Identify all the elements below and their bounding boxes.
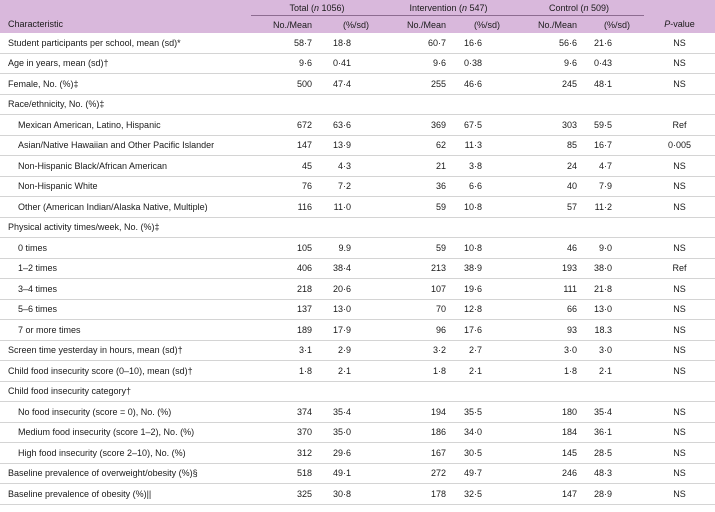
intervention-pct-sd-cell: 46·6 (450, 74, 514, 95)
control-pct-sd-cell: 48·3 (581, 463, 644, 484)
intervention-pct-sd-cell: 49·7 (450, 463, 514, 484)
row-label: 7 or more times (0, 320, 251, 341)
p-value-cell: NS (644, 238, 715, 259)
total-pct-sd-cell (316, 94, 383, 115)
row-label: 1–2 times (0, 258, 251, 279)
control-no-mean-cell: 246 (514, 463, 581, 484)
total-no-mean-cell: 325 (251, 484, 316, 505)
intervention-pct-sd-cell: 67·5 (450, 115, 514, 136)
total-no-mean-cell: 672 (251, 115, 316, 136)
total-pct-sd-cell: 17·9 (316, 320, 383, 341)
total-pct-sd-cell: 30·8 (316, 484, 383, 505)
control-pct-sd-cell: 18.3 (581, 320, 644, 341)
control-pct-sd-cell: 16·7 (581, 135, 644, 156)
intervention-no-mean-header: No./Mean (406, 19, 446, 30)
control-pct-sd-cell: 21·8 (581, 279, 644, 300)
total-pct-sd-header: (%/sd) (342, 19, 369, 30)
table-subrow (0, 422, 715, 443)
intervention-no-mean-cell: 96 (383, 320, 450, 341)
control-pct-sd-cell: 36·1 (581, 422, 644, 443)
intervention-no-mean-cell: 272 (383, 463, 450, 484)
p-value-cell: NS (644, 361, 715, 382)
total-no-mean-cell: 1·8 (251, 361, 316, 382)
total-no-mean-cell (251, 381, 316, 402)
intervention-pct-sd-cell: 12·8 (450, 299, 514, 320)
intervention-no-mean-cell: 3·2 (383, 340, 450, 361)
total-pct-sd-cell: 63·6 (316, 115, 383, 136)
row-label: Other (American Indian/Alaska Native, Multiple) (0, 197, 251, 218)
control-no-mean-cell: 66 (514, 299, 581, 320)
control-no-mean-cell: 24 (514, 156, 581, 177)
p-value-cell: NS (644, 176, 715, 197)
intervention-no-mean-cell: 21 (383, 156, 450, 177)
control-no-mean-cell: 193 (514, 258, 581, 279)
p-value-cell: NS (644, 197, 715, 218)
total-pct-sd-cell: 35·4 (316, 402, 383, 423)
intervention-pct-sd-cell (450, 217, 514, 238)
total-pct-sd-cell (316, 217, 383, 238)
total-no-mean-cell: 374 (251, 402, 316, 423)
control-pct-sd-cell: 0·43 (581, 53, 644, 74)
intervention-no-mean-cell: 167 (383, 443, 450, 464)
intervention-pct-sd-cell: 35·5 (450, 402, 514, 423)
intervention-pct-sd-cell: 17·6 (450, 320, 514, 341)
total-no-mean-cell: 518 (251, 463, 316, 484)
control-pct-sd-cell: 9·0 (581, 238, 644, 259)
p-value-cell (644, 94, 715, 115)
p-value-cell (644, 381, 715, 402)
p-value-cell: NS (644, 53, 715, 74)
column-header-row (0, 16, 715, 34)
total-no-mean-cell: 406 (251, 258, 316, 279)
table-subrow (0, 279, 715, 300)
control-pct-sd-cell: 48·1 (581, 74, 644, 95)
total-no-mean-cell: 76 (251, 176, 316, 197)
total-pct-sd-cell: 2·1 (316, 361, 383, 382)
intervention-pct-sd-cell: 0·38 (450, 53, 514, 74)
control-no-mean-cell: 40 (514, 176, 581, 197)
intervention-pct-sd-cell: 38·9 (450, 258, 514, 279)
total-no-mean-header: No./Mean (272, 19, 312, 30)
control-pct-sd-cell: 11·2 (581, 197, 644, 218)
total-no-mean-cell: 218 (251, 279, 316, 300)
control-pct-sd-cell: 13·0 (581, 299, 644, 320)
row-label: No food insecurity (score = 0), No. (%) (0, 402, 251, 423)
intervention-pct-sd-cell: 3·8 (450, 156, 514, 177)
intervention-pct-sd-cell: 6·6 (450, 176, 514, 197)
control-pct-sd-cell: 28·5 (581, 443, 644, 464)
control-no-mean-cell: 1·8 (514, 361, 581, 382)
characteristic-header: Characteristic (8, 19, 64, 30)
p-value-cell: 0·005 (644, 135, 715, 156)
table-subrow (0, 258, 715, 279)
table-subrow (0, 299, 715, 320)
intervention-no-mean-cell (383, 217, 450, 238)
control-pct-sd-cell: 4·7 (581, 156, 644, 177)
control-no-mean-cell: 111 (514, 279, 581, 300)
control-pct-sd-cell: 21·6 (581, 33, 644, 53)
total-no-mean-cell: 9·6 (251, 53, 316, 74)
total-pct-sd-cell: 47·4 (316, 74, 383, 95)
control-no-mean-cell: 147 (514, 484, 581, 505)
intervention-pct-sd-header: (%/sd) (473, 19, 500, 30)
total-pct-sd-cell: 9.9 (316, 238, 383, 259)
row-label: Child food insecurity category† (0, 381, 251, 402)
p-value-cell: NS (644, 484, 715, 505)
control-group-header: Control (n 509) (514, 0, 644, 16)
control-no-mean-cell: 145 (514, 443, 581, 464)
control-no-mean-cell: 85 (514, 135, 581, 156)
table-row (0, 33, 715, 53)
table-row (0, 217, 715, 238)
p-value-cell: Ref (644, 258, 715, 279)
table-body (0, 33, 715, 504)
control-pct-sd-cell (581, 94, 644, 115)
table-subrow (0, 176, 715, 197)
group-header-row (0, 0, 715, 16)
total-pct-sd-cell (316, 381, 383, 402)
total-pct-sd-cell: 13·0 (316, 299, 383, 320)
row-label: Physical activity times/week, No. (%)‡ (0, 217, 251, 238)
intervention-pct-sd-cell: 11·3 (450, 135, 514, 156)
row-label: 0 times (0, 238, 251, 259)
intervention-pct-sd-cell: 10·8 (450, 238, 514, 259)
p-value-cell: NS (644, 279, 715, 300)
total-no-mean-cell: 45 (251, 156, 316, 177)
intervention-no-mean-cell: 1·8 (383, 361, 450, 382)
intervention-no-mean-cell: 59 (383, 238, 450, 259)
header-spacer (0, 0, 251, 16)
control-no-mean-cell (514, 94, 581, 115)
control-pct-sd-cell: 3·0 (581, 340, 644, 361)
table-row (0, 381, 715, 402)
total-no-mean-cell: 370 (251, 422, 316, 443)
p-value-cell: NS (644, 74, 715, 95)
intervention-no-mean-cell: 70 (383, 299, 450, 320)
intervention-no-mean-cell: 213 (383, 258, 450, 279)
row-label: Non-Hispanic Black/African American (0, 156, 251, 177)
total-pct-sd-cell: 38·4 (316, 258, 383, 279)
row-label: Non-Hispanic White (0, 176, 251, 197)
intervention-pct-sd-cell: 10·8 (450, 197, 514, 218)
intervention-pct-sd-cell: 34·0 (450, 422, 514, 443)
total-group-header: Total (n 1056) (251, 0, 383, 16)
total-no-mean-cell: 312 (251, 443, 316, 464)
row-label: Medium food insecurity (score 1–2), No. (%) (0, 422, 251, 443)
intervention-no-mean-cell: 194 (383, 402, 450, 423)
row-label: Female, No. (%)‡ (0, 74, 251, 95)
total-pct-sd-cell: 7·2 (316, 176, 383, 197)
row-label: Age in years, mean (sd)† (0, 53, 251, 74)
control-no-mean-header: No./Mean (537, 19, 577, 30)
table-header (0, 0, 715, 33)
table-row (0, 340, 715, 361)
header-spacer (644, 0, 715, 16)
control-pct-sd-cell: 7·9 (581, 176, 644, 197)
row-label: 3–4 times (0, 279, 251, 300)
intervention-no-mean-cell: 178 (383, 484, 450, 505)
row-label: Student participants per school, mean (sd)* (0, 33, 251, 53)
intervention-no-mean-cell: 62 (383, 135, 450, 156)
control-no-mean-cell: 3·0 (514, 340, 581, 361)
control-no-mean-cell: 46 (514, 238, 581, 259)
row-label: Baseline prevalence of obesity (%)|| (0, 484, 251, 505)
total-no-mean-cell: 500 (251, 74, 316, 95)
total-pct-sd-cell: 11·0 (316, 197, 383, 218)
intervention-no-mean-cell: 255 (383, 74, 450, 95)
control-pct-sd-cell: 28·9 (581, 484, 644, 505)
total-no-mean-cell (251, 217, 316, 238)
intervention-no-mean-cell: 60·7 (383, 33, 450, 53)
row-label: Screen time yesterday in hours, mean (sd)† (0, 340, 251, 361)
table-row (0, 53, 715, 74)
table-row (0, 94, 715, 115)
control-no-mean-cell (514, 381, 581, 402)
table-subrow (0, 238, 715, 259)
intervention-pct-sd-cell: 16·6 (450, 33, 514, 53)
control-no-mean-cell: 180 (514, 402, 581, 423)
intervention-no-mean-cell: 59 (383, 197, 450, 218)
p-value-cell: NS (644, 320, 715, 341)
table-subrow (0, 115, 715, 136)
total-pct-sd-cell: 4·3 (316, 156, 383, 177)
control-pct-sd-cell (581, 381, 644, 402)
p-value-cell: NS (644, 340, 715, 361)
table-subrow (0, 197, 715, 218)
total-no-mean-cell: 137 (251, 299, 316, 320)
intervention-pct-sd-cell: 32·5 (450, 484, 514, 505)
row-label: 5–6 times (0, 299, 251, 320)
control-no-mean-cell: 245 (514, 74, 581, 95)
control-pct-sd-header: (%/sd) (604, 19, 631, 30)
total-pct-sd-cell: 29·6 (316, 443, 383, 464)
total-no-mean-cell: 116 (251, 197, 316, 218)
row-label: Mexican American, Latino, Hispanic (0, 115, 251, 136)
p-value-header: P-value (664, 19, 695, 30)
total-no-mean-cell: 147 (251, 135, 316, 156)
table-row (0, 74, 715, 95)
table-subrow (0, 443, 715, 464)
total-no-mean-cell (251, 94, 316, 115)
p-value-cell: NS (644, 299, 715, 320)
p-value-cell: NS (644, 156, 715, 177)
table-subrow (0, 320, 715, 341)
table-row (0, 463, 715, 484)
table-row (0, 361, 715, 382)
control-no-mean-cell: 93 (514, 320, 581, 341)
intervention-pct-sd-cell: 2·1 (450, 361, 514, 382)
intervention-pct-sd-cell: 19·6 (450, 279, 514, 300)
control-pct-sd-cell: 35·4 (581, 402, 644, 423)
total-pct-sd-cell: 2·9 (316, 340, 383, 361)
intervention-no-mean-cell: 36 (383, 176, 450, 197)
total-pct-sd-cell: 13·9 (316, 135, 383, 156)
total-pct-sd-cell: 0·41 (316, 53, 383, 74)
intervention-no-mean-cell (383, 94, 450, 115)
control-pct-sd-cell: 59·5 (581, 115, 644, 136)
control-pct-sd-cell: 38·0 (581, 258, 644, 279)
row-label: High food insecurity (score 2–10), No. (%) (0, 443, 251, 464)
p-value-cell: NS (644, 443, 715, 464)
control-no-mean-cell: 9·6 (514, 53, 581, 74)
total-no-mean-cell: 58·7 (251, 33, 316, 53)
intervention-no-mean-cell: 186 (383, 422, 450, 443)
total-pct-sd-cell: 35·0 (316, 422, 383, 443)
total-no-mean-cell: 189 (251, 320, 316, 341)
total-no-mean-cell: 3·1 (251, 340, 316, 361)
row-label: Asian/Native Hawaiian and Other Pacific Islander (0, 135, 251, 156)
table-subrow (0, 135, 715, 156)
intervention-no-mean-cell: 9·6 (383, 53, 450, 74)
intervention-pct-sd-cell: 2·7 (450, 340, 514, 361)
p-value-cell (644, 217, 715, 238)
intervention-no-mean-cell: 107 (383, 279, 450, 300)
control-no-mean-cell: 56·6 (514, 33, 581, 53)
total-no-mean-cell: 105 (251, 238, 316, 259)
table-subrow (0, 402, 715, 423)
control-no-mean-cell (514, 217, 581, 238)
total-pct-sd-cell: 49·1 (316, 463, 383, 484)
row-label: Child food insecurity score (0–10), mean (sd)† (0, 361, 251, 382)
row-label: Baseline prevalence of overweight/obesity (%)§ (0, 463, 251, 484)
control-no-mean-cell: 184 (514, 422, 581, 443)
p-value-cell: NS (644, 402, 715, 423)
table-row (0, 484, 715, 505)
intervention-no-mean-cell: 369 (383, 115, 450, 136)
p-value-cell: Ref (644, 115, 715, 136)
control-no-mean-cell: 57 (514, 197, 581, 218)
total-pct-sd-cell: 18·8 (316, 33, 383, 53)
intervention-pct-sd-cell (450, 94, 514, 115)
total-pct-sd-cell: 20·6 (316, 279, 383, 300)
intervention-pct-sd-cell (450, 381, 514, 402)
control-no-mean-cell: 303 (514, 115, 581, 136)
p-value-cell: NS (644, 463, 715, 484)
control-pct-sd-cell: 2·1 (581, 361, 644, 382)
p-value-cell: NS (644, 422, 715, 443)
table-subrow (0, 156, 715, 177)
intervention-no-mean-cell (383, 381, 450, 402)
intervention-pct-sd-cell: 30·5 (450, 443, 514, 464)
control-pct-sd-cell (581, 217, 644, 238)
intervention-group-header: Intervention (n 547) (383, 0, 514, 16)
row-label: Race/ethnicity, No. (%)‡ (0, 94, 251, 115)
p-value-cell: NS (644, 33, 715, 53)
